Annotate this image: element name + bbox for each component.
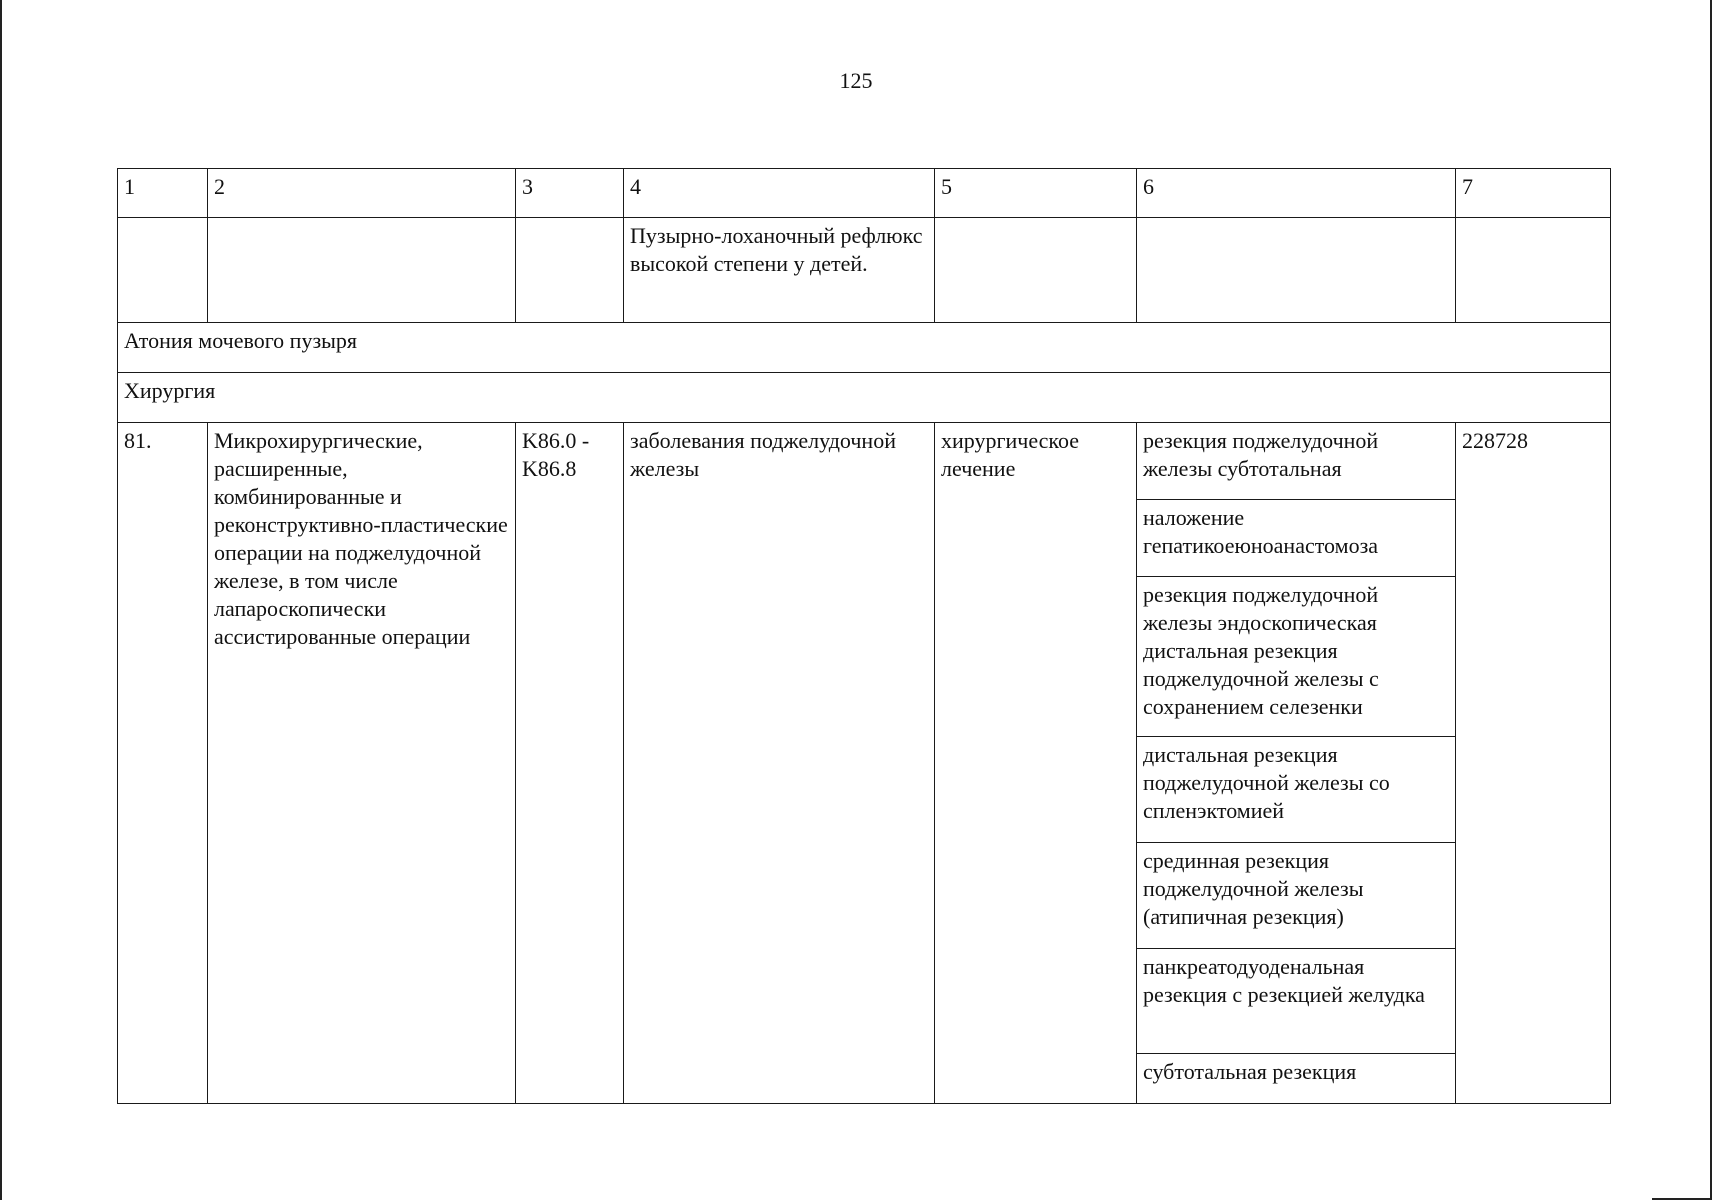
- entry-codes: K86.0 - K86.8: [516, 423, 624, 1104]
- empty-cell: [208, 218, 516, 323]
- column-number-3: 3: [516, 169, 624, 218]
- empty-cell: [516, 218, 624, 323]
- empty-cell: [935, 218, 1137, 323]
- method-cell: срединная резекция поджелудочной железы (атипичная резекция): [1137, 843, 1456, 949]
- empty-cell: [1456, 218, 1611, 323]
- entry-row: [118, 423, 1611, 500]
- method-cell: панкреатодуоденальная резекция с резекцией желудка: [1137, 949, 1456, 1054]
- subsection-row: [118, 373, 1611, 423]
- column-number-6: 6: [1137, 169, 1456, 218]
- continuation-row: [118, 218, 1611, 323]
- column-number-2: 2: [208, 169, 516, 218]
- procedures-table: [117, 168, 1611, 1104]
- column-number-1: 1: [118, 169, 208, 218]
- column-number-4: 4: [624, 169, 935, 218]
- continuation-condition: Пузырно-лоханочный рефлюкс высокой степени у детей.: [624, 218, 935, 323]
- page-left-edge: [0, 0, 2, 1200]
- method-cell: резекция поджелудочной железы эндоскопическая дистальная резекция поджелудочной железы с сохранением селезенки: [1137, 577, 1456, 737]
- section-row: [118, 323, 1611, 373]
- column-number-5: 5: [935, 169, 1137, 218]
- entry-number: 81.: [118, 423, 208, 1104]
- empty-cell: [1137, 218, 1456, 323]
- column-number-row: [118, 169, 1611, 218]
- empty-cell: [118, 218, 208, 323]
- page-number: 125: [839, 68, 873, 93]
- method-cell: субтотальная резекция: [1137, 1054, 1456, 1104]
- entry-condition: заболевания поджелудочной железы: [624, 423, 935, 1104]
- entry-cost: 228728: [1456, 423, 1611, 1104]
- entry-name: Микрохирургические, расширенные, комбинированные и реконструктивно-пластические операции на поджелудочной железе, в том числе лапароскопически ассистированные операции: [208, 423, 516, 1104]
- section-title: Атония мочевого пузыря: [118, 323, 1611, 373]
- subsection-title: Хирургия: [118, 373, 1611, 423]
- entry-treatment: хирургическое лечение: [935, 423, 1137, 1104]
- column-number-7: 7: [1456, 169, 1611, 218]
- method-cell: дистальная резекция поджелудочной железы со спленэктомией: [1137, 737, 1456, 843]
- method-cell: наложение гепатикоеюноанастомоза: [1137, 500, 1456, 577]
- method-cell: резекция поджелудочной железы субтотальная: [1137, 423, 1456, 500]
